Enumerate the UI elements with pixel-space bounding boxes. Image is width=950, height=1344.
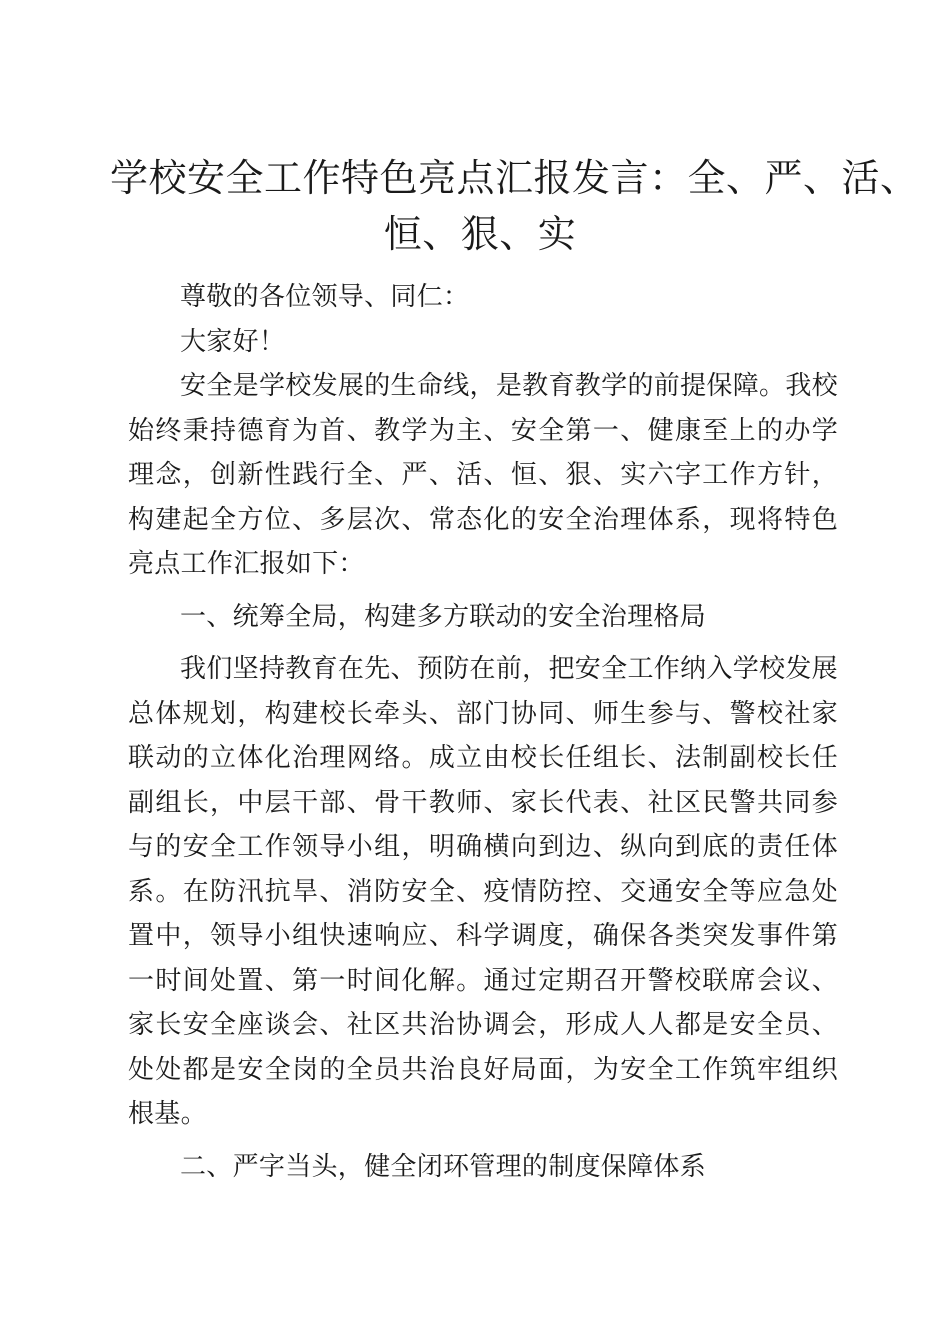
title-line-2: 恒、狠、实: [383, 212, 577, 256]
title-line-1: 学校安全工作特色亮点汇报发言：全、严、活、: [110, 156, 919, 200]
intro-paragraph: 安全是学校发展的生命线，是教育教学的前提保障。我校始终秉持德育为首、教学为主、安全第一、健康至上的办学理念，创新性践行全、严、活、恒、狠、实六字工作方针，构建起全方位、多层次、常态化的安全治理体系，现将特色亮点工作汇报如下：: [128, 371, 838, 579]
section-1-paragraph: 我们坚持教育在先、预防在前，把安全工作纳入学校发展总体规划，构建校长牵头、部门协同、师生参与、警校社家联动的立体化治理网络。成立由校长任组长、法制副校长任副组长，中层干部、骨干教师、家长代表、社区民警共同参与的安全工作领导小组，明确横向到边、纵向到底的责任体系。在防汛抗旱、消防安全、疫情防控、交通安全等应急处置中，领导小组快速响应、科学调度，确保各类突发事件第一时间处置、第一时间化解。通过定期召开警校联席会议、家长安全座谈会、社区共治协调会，形成人人都是安全员、处处都是安全岗的全员共治良好局面，为安全工作筑牢组织根基。: [128, 654, 838, 1129]
section-1-heading: 一、统筹全局，构建多方联动的安全治理格局: [180, 601, 707, 632]
greeting: 大家好！: [180, 326, 286, 357]
salutation: 尊敬的各位领导、同仁：: [180, 282, 470, 312]
document-title: [110, 150, 919, 262]
document-body: [128, 275, 838, 1189]
section-2-heading: 二、严字当头，健全闭环管理的制度保障体系: [180, 1151, 707, 1182]
